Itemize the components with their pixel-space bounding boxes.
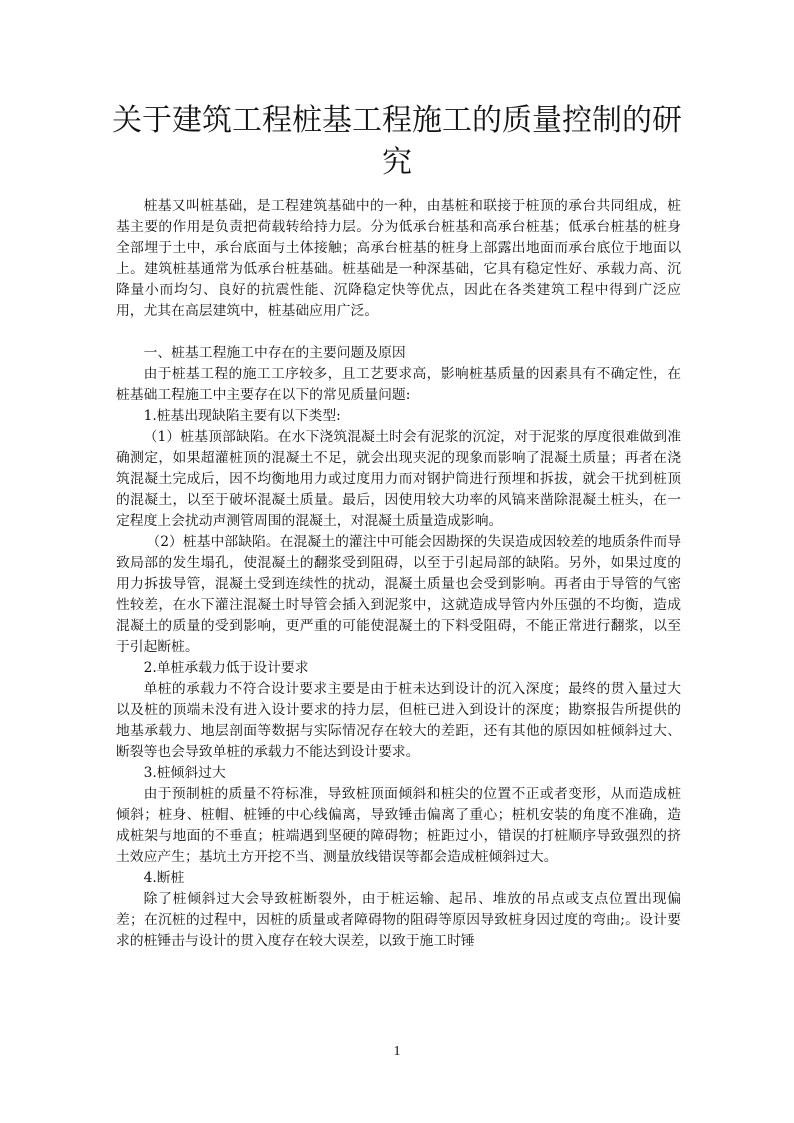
item1-sub1-paragraph: （1）桩基顶部缺陷。在水下浇筑混凝土时会有泥浆的沉淀，对于泥浆的厚度很难做到准确测定，如果超灌桩顶的混凝土不足，就会出现夹泥的现象而影响了混凝土质量；再者在浇筑混凝土完成后，因不均衡地用力或过度用力而对钢护筒进行预埋和拆拔，就会干扰到桩顶的混凝土，以至于破坏混凝土质量。最后，因使用较大功率的风镐来凿除混凝土桩头，在一定程度上会扰动声测管周围的混凝土，对混凝土质量造成影响。	[116, 429, 681, 529]
item2-heading: 2.单桩承载力低于设计要求	[143, 660, 309, 676]
paragraph-gap	[116, 322, 681, 343]
item1-sub2-paragraph: （2）桩基中部缺陷。在混凝土的灌注中可能会因勘探的失误造成因较差的地质条件而导致局部的发生塌孔，使混凝土的翻浆受到阻碍，以至于引起局部的缺陷。另外，如果过度的用力拆拔导管，混凝土受到连续性的扰动，混凝土质量也会受到影响。再者由于导管的气密性较差，在水下灌注混凝土时导管会插入到泥浆中，这就造成导管内外压强的不均衡，造成混凝土的质量的受到影响，更严重的可能使混凝土的下料受阻碍，不能正常进行翻浆，以至于引起断桩。	[116, 534, 681, 655]
item4-heading: 4.断桩	[143, 870, 185, 886]
section1-heading: 一、桩基工程施工中存在的主要问题及原因	[143, 345, 406, 361]
intro-paragraph: 桩基又叫桩基础，是工程建筑基础中的一种，由基桩和联接于桩顶的承台共同组成，桩基主要的作用是负责把荷载转给持力层。分为低承台桩基和高承台桩基；低承台桩基的桩身全部埋于土中，承台底面与土体接触；高承台桩基的桩身上部露出地面而承台底位于地面以上。建筑桩基通常为低承台桩基础。桩基础是一种深基础，它具有稳定性好、承载力高、沉降量小而均匀、良好的抗震性能、沉降稳定快等优点，因此在各类建筑工程中得到广泛应用，尤其在高层建筑中，桩基础应用广泛。	[116, 198, 681, 319]
item3-paragraph: 由于预制桩的质量不符标准，导致桩顶面倾斜和桩尖的位置不正或者变形，从而造成桩倾斜；桩身、桩帽、桩锤的中心线偏离，导致锤击偏离了重心；桩机安装的角度不准确，造成桩架与地面的不垂直；桩端遇到坚硬的障碍物；桩距过小，错误的打桩顺序导致强烈的挤土效应产生；基坑土方开挖不当、测量放线错误等都会造成桩倾斜过大。	[116, 786, 681, 865]
item1-heading: 1.桩基出现缺陷主要有以下类型:	[143, 408, 341, 424]
item2-paragraph: 单桩的承载力不符合设计要求主要是由于桩未达到设计的沉入深度；最终的贯入量过大以及桩的顶端未没有进入设计要求的持力层，但桩已进入到设计的深度；勘察报告所提供的地基承载力、地层剖面等数据与实际情况存在较大的差距，还有其他的原因如桩倾斜过大、断裂等也会导致单桩的承载力不能达到设计要求。	[116, 681, 681, 760]
page-number: 1	[393, 1044, 401, 1059]
document-title: 关于建筑工程桩基工程施工的质量控制的研究	[112, 103, 682, 180]
item4-paragraph: 除了桩倾斜过大会导致桩断裂外，由于桩运输、起吊、堆放的吊点或支点位置出现偏差；在沉桩的过程中，因桩的质量或者障碍物的阻碍等原因导致桩身因过度的弯曲;。设计要求的桩锤击与设计的贯入度存在较大误差，以致于施工时锤	[116, 891, 681, 949]
section1-intro-paragraph: 由于桩基工程的施工工序较多，且工艺要求高，影响桩基质量的因素具有不确定性，在桩基础工程施工中主要存在以下的常见质量问题:	[116, 366, 681, 403]
item3-heading: 3.桩倾斜过大	[143, 765, 226, 781]
document-body	[116, 196, 681, 952]
